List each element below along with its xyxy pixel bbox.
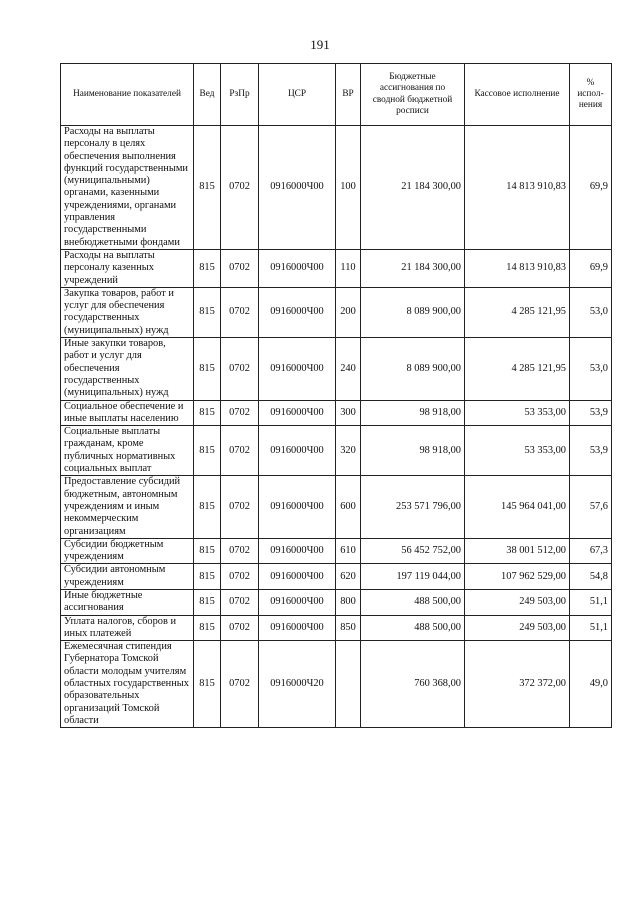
row-budget: 21 184 300,00 [361, 249, 465, 287]
row-vr: 610 [336, 538, 361, 564]
page-number: 191 [310, 37, 330, 52]
row-cash: 14 813 910,83 [465, 249, 570, 287]
row-csr: 0916000Ч00 [259, 400, 336, 426]
table-row [61, 564, 612, 590]
row-name: Ежемесячная стипендия Губернатора Томской области молодым учителям областных государственных образовательных организаций Томской области [61, 641, 194, 728]
row-rzpr: 0702 [221, 615, 259, 641]
row-rzpr: 0702 [221, 249, 259, 287]
row-vr: 600 [336, 476, 361, 538]
row-name: Уплата налогов, сборов и иных платежей [61, 615, 194, 641]
row-csr: 0916000Ч00 [259, 476, 336, 538]
row-percent: 51,1 [570, 615, 612, 641]
table-row [61, 338, 612, 400]
row-vr: 110 [336, 249, 361, 287]
table-row [61, 400, 612, 426]
row-vr: 800 [336, 589, 361, 615]
table-header-row [61, 64, 612, 126]
row-name: Социальные выплаты гражданам, кроме публичных нормативных социальных выплат [61, 426, 194, 476]
row-csr: 0916000Ч00 [259, 287, 336, 337]
row-ved: 815 [194, 615, 221, 641]
row-ved: 815 [194, 641, 221, 728]
header-rzpr: РзПр [221, 64, 259, 126]
row-name: Социальное обеспечение и иные выплаты населению [61, 400, 194, 426]
row-percent: 67,3 [570, 538, 612, 564]
row-budget: 760 368,00 [361, 641, 465, 728]
row-ved: 815 [194, 564, 221, 590]
row-ved: 815 [194, 338, 221, 400]
row-csr: 0916000Ч00 [259, 538, 336, 564]
row-rzpr: 0702 [221, 538, 259, 564]
header-percent: % испол-нения [570, 64, 612, 126]
table-row [61, 589, 612, 615]
row-rzpr: 0702 [221, 400, 259, 426]
row-percent: 54,8 [570, 564, 612, 590]
row-csr: 0916000Ч00 [259, 564, 336, 590]
table-row [61, 426, 612, 476]
header-budget: Бюджетные ассигнования по сводной бюджетной росписи [361, 64, 465, 126]
row-cash: 249 503,00 [465, 615, 570, 641]
row-ved: 815 [194, 287, 221, 337]
row-budget: 197 119 044,00 [361, 564, 465, 590]
row-ved: 815 [194, 589, 221, 615]
row-rzpr: 0702 [221, 287, 259, 337]
row-percent: 53,9 [570, 400, 612, 426]
row-csr: 0916000Ч00 [259, 426, 336, 476]
row-rzpr: 0702 [221, 641, 259, 728]
row-cash: 14 813 910,83 [465, 126, 570, 250]
row-percent: 53,0 [570, 287, 612, 337]
row-rzpr: 0702 [221, 338, 259, 400]
table-row [61, 641, 612, 728]
row-percent: 69,9 [570, 249, 612, 287]
row-name: Расходы на выплаты персоналу в целях обеспечения выполнения функций государственными (муниципальными) органами, казенными учреждениями, органами управления государственными внебюджетными фондами [61, 126, 194, 250]
table-row [61, 126, 612, 250]
row-percent: 51,1 [570, 589, 612, 615]
row-budget: 21 184 300,00 [361, 126, 465, 250]
row-percent: 69,9 [570, 126, 612, 250]
row-budget: 56 452 752,00 [361, 538, 465, 564]
row-name: Расходы на выплаты персоналу казенных учреждений [61, 249, 194, 287]
row-vr: 300 [336, 400, 361, 426]
table-row [61, 538, 612, 564]
row-ved: 815 [194, 426, 221, 476]
budget-execution-table [60, 63, 612, 728]
row-percent: 57,6 [570, 476, 612, 538]
row-name: Иные закупки товаров, работ и услуг для обеспечения государственных (муниципальных) нужд [61, 338, 194, 400]
row-rzpr: 0702 [221, 589, 259, 615]
row-vr: 320 [336, 426, 361, 476]
row-name: Субсидии автономным учреждениям [61, 564, 194, 590]
row-ved: 815 [194, 400, 221, 426]
header-ved: Вед [194, 64, 221, 126]
row-cash: 4 285 121,95 [465, 338, 570, 400]
row-rzpr: 0702 [221, 126, 259, 250]
row-vr [336, 641, 361, 728]
row-ved: 815 [194, 476, 221, 538]
row-ved: 815 [194, 249, 221, 287]
row-name: Закупка товаров, работ и услуг для обеспечения государственных (муниципальных) нужд [61, 287, 194, 337]
row-percent: 53,0 [570, 338, 612, 400]
row-vr: 850 [336, 615, 361, 641]
row-cash: 145 964 041,00 [465, 476, 570, 538]
table-row [61, 476, 612, 538]
row-csr: 0916000Ч20 [259, 641, 336, 728]
row-name: Иные бюджетные ассигнования [61, 589, 194, 615]
row-budget: 488 500,00 [361, 615, 465, 641]
row-cash: 107 962 529,00 [465, 564, 570, 590]
table-row [61, 249, 612, 287]
row-ved: 815 [194, 538, 221, 564]
row-vr: 200 [336, 287, 361, 337]
row-name: Предоставление субсидий бюджетным, автономным учреждениям и иным некоммерческим организациям [61, 476, 194, 538]
row-csr: 0916000Ч00 [259, 126, 336, 250]
row-cash: 249 503,00 [465, 589, 570, 615]
row-cash: 53 353,00 [465, 400, 570, 426]
row-cash: 38 001 512,00 [465, 538, 570, 564]
header-name: Наименование показателей [61, 64, 194, 126]
row-cash: 4 285 121,95 [465, 287, 570, 337]
row-csr: 0916000Ч00 [259, 249, 336, 287]
row-csr: 0916000Ч00 [259, 338, 336, 400]
row-rzpr: 0702 [221, 476, 259, 538]
row-csr: 0916000Ч00 [259, 589, 336, 615]
row-name: Субсидии бюджетным учреждениям [61, 538, 194, 564]
row-vr: 100 [336, 126, 361, 250]
row-budget: 253 571 796,00 [361, 476, 465, 538]
header-vr: ВР [336, 64, 361, 126]
row-budget: 98 918,00 [361, 400, 465, 426]
table-row [61, 287, 612, 337]
row-rzpr: 0702 [221, 564, 259, 590]
row-budget: 8 089 900,00 [361, 287, 465, 337]
table-row [61, 615, 612, 641]
row-csr: 0916000Ч00 [259, 615, 336, 641]
row-percent: 49,0 [570, 641, 612, 728]
row-percent: 53,9 [570, 426, 612, 476]
row-budget: 488 500,00 [361, 589, 465, 615]
row-ved: 815 [194, 126, 221, 250]
row-rzpr: 0702 [221, 426, 259, 476]
row-budget: 98 918,00 [361, 426, 465, 476]
row-vr: 240 [336, 338, 361, 400]
row-budget: 8 089 900,00 [361, 338, 465, 400]
row-cash: 53 353,00 [465, 426, 570, 476]
row-vr: 620 [336, 564, 361, 590]
header-csr: ЦСР [259, 64, 336, 126]
header-cash: Кассовое исполнение [465, 64, 570, 126]
row-cash: 372 372,00 [465, 641, 570, 728]
